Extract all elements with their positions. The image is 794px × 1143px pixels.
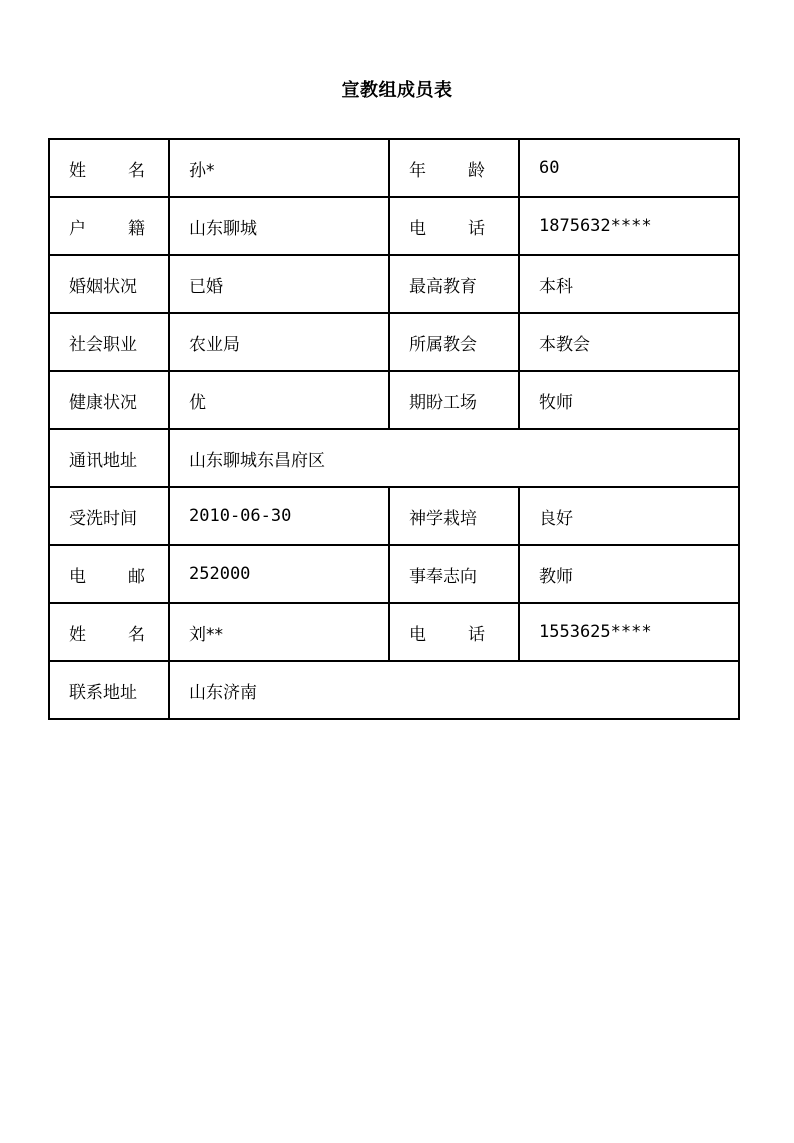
label-name-char-2: 名 xyxy=(128,160,145,181)
value-cell-contact-name: 刘** xyxy=(169,603,389,661)
label-cell-mailing-address: 通讯地址 xyxy=(49,429,169,487)
label-cell-phone xyxy=(389,197,519,255)
value-cell-contact-address: 山东济南 xyxy=(169,661,739,719)
label-cell-marital-status: 婚姻状况 xyxy=(49,255,169,313)
label-age-char-2: 龄 xyxy=(468,160,485,181)
label-phone-char-1: 电 xyxy=(409,218,426,239)
value-cell-health: 优 xyxy=(169,371,389,429)
value-cell-ministry-goal: 教师 xyxy=(519,545,739,603)
value-cell-education: 本科 xyxy=(519,255,739,313)
table-row-contact-name-phone xyxy=(49,603,739,661)
member-info-table xyxy=(48,138,740,720)
value-cell-baptism-date: 2010-06-30 xyxy=(169,487,389,545)
label-cell-baptism-date: 受洗时间 xyxy=(49,487,169,545)
table-row-mailing-address xyxy=(49,429,739,487)
label-cell-education: 最高教育 xyxy=(389,255,519,313)
label-cell-contact-name xyxy=(49,603,169,661)
label-cell-hukou xyxy=(49,197,169,255)
table-row-health-field xyxy=(49,371,739,429)
label-cell-theology-training: 神学栽培 xyxy=(389,487,519,545)
label-hukou-char-1: 户 xyxy=(69,218,86,239)
table-row-occupation-church xyxy=(49,313,739,371)
table-row-hukou-phone xyxy=(49,197,739,255)
label-cell-church: 所属教会 xyxy=(389,313,519,371)
table-row-contact-address xyxy=(49,661,739,719)
value-cell-occupation: 农业局 xyxy=(169,313,389,371)
label-contact-name-char-2: 名 xyxy=(128,624,145,645)
value-cell-phone: 1875632**** xyxy=(519,197,739,255)
label-name-char-1: 姓 xyxy=(69,160,86,181)
value-cell-hukou: 山东聊城 xyxy=(169,197,389,255)
label-cell-desired-field: 期盼工场 xyxy=(389,371,519,429)
label-cell-name xyxy=(49,139,169,197)
value-cell-contact-phone: 1553625**** xyxy=(519,603,739,661)
value-cell-name: 孙* xyxy=(169,139,389,197)
label-cell-ministry-goal: 事奉志向 xyxy=(389,545,519,603)
value-cell-age: 60 xyxy=(519,139,739,197)
label-phone-char-2: 话 xyxy=(468,218,485,239)
label-cell-health: 健康状况 xyxy=(49,371,169,429)
label-cell-age xyxy=(389,139,519,197)
label-postcode-char-1: 电 xyxy=(69,566,86,587)
label-cell-occupation: 社会职业 xyxy=(49,313,169,371)
label-contact-name-char-1: 姓 xyxy=(69,624,86,645)
label-cell-postcode xyxy=(49,545,169,603)
value-cell-desired-field: 牧师 xyxy=(519,371,739,429)
table-row-postcode-ministry xyxy=(49,545,739,603)
value-cell-theology-training: 良好 xyxy=(519,487,739,545)
label-cell-contact-address: 联系地址 xyxy=(49,661,169,719)
value-cell-church: 本教会 xyxy=(519,313,739,371)
label-contact-phone-char-2: 话 xyxy=(468,624,485,645)
table-row-name-age xyxy=(49,139,739,197)
label-contact-phone-char-1: 电 xyxy=(409,624,426,645)
label-hukou-char-2: 籍 xyxy=(128,218,145,239)
value-cell-marital-status: 已婚 xyxy=(169,255,389,313)
table-row-baptism-training xyxy=(49,487,739,545)
value-cell-mailing-address: 山东聊城东昌府区 xyxy=(169,429,739,487)
label-cell-contact-phone xyxy=(389,603,519,661)
table-row-marital-education xyxy=(49,255,739,313)
label-age-char-1: 年 xyxy=(409,160,426,181)
page-title: 宣教组成员表 xyxy=(341,80,453,101)
label-postcode-char-2: 邮 xyxy=(128,566,145,587)
value-cell-postcode: 252000 xyxy=(169,545,389,603)
